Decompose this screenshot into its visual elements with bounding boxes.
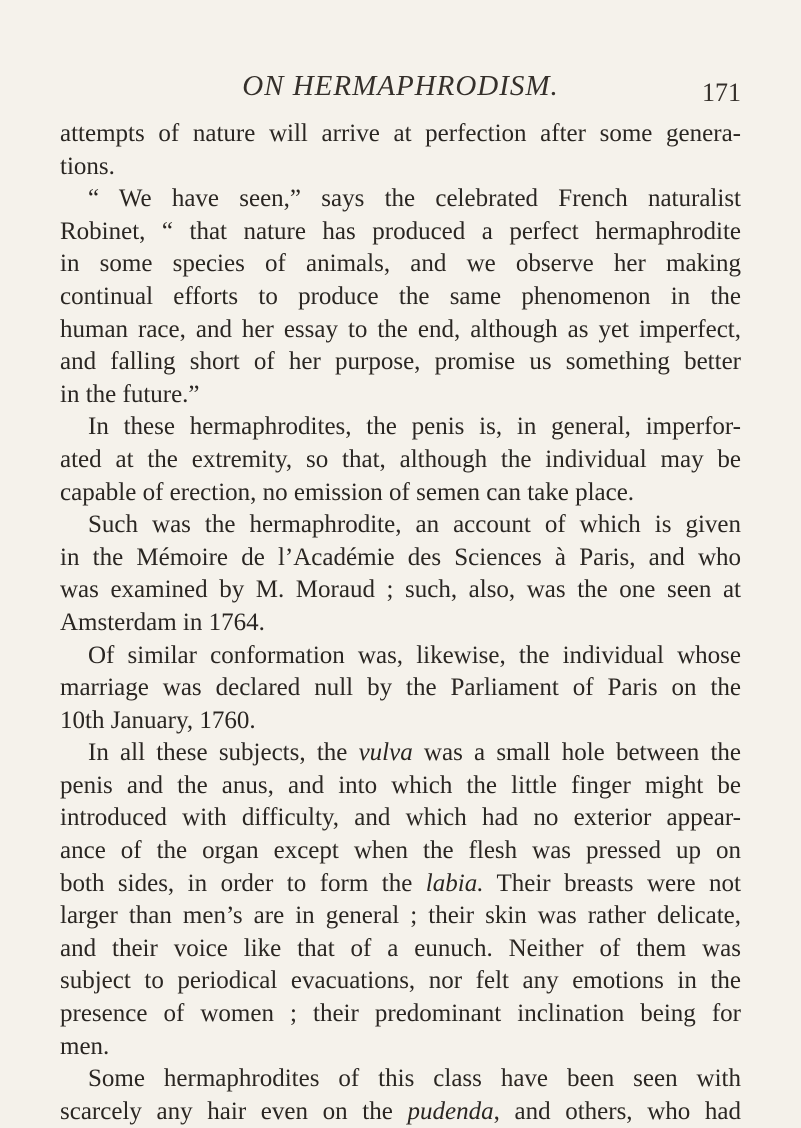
italic-term: pudenda [407,1097,494,1125]
text-line: Of similar conformation was, likewise, the individual whose [88,641,741,669]
text-line: Amsterdam in 1764. [60,608,265,636]
text-line: In these hermaphrodites, the penis is, in general, imperfor- [88,413,741,441]
running-title: ON HERMAPHRODISM. [242,70,559,102]
text-line: men. [60,1032,110,1060]
paragraph-6 [60,737,741,1063]
text-line: Some hermaphrodites of this class have been seen with [88,1065,741,1093]
text-line: marriage was declared null by the Parliament of Paris on the [60,674,741,702]
text-line: presence of women ; their predominant inclination being for [60,1000,741,1028]
text-line [60,737,741,770]
page-number: 171 [702,78,741,107]
paragraph-1 [60,118,741,183]
paragraph-2 [60,183,741,411]
text-line: in the Mémoire de l’Académie des Sciences à Paris, and who [60,543,741,571]
text-line [60,868,741,901]
text-line: and falling short of her purpose, promise us something better [60,348,741,376]
text-line: larger than men’s are in general ; their skin was rather delicate, [60,902,741,930]
italic-term: vulva [358,739,413,767]
text-segment: scarcely any hair even on the [60,1097,408,1125]
text-line: attempts of nature will arrive at perfection after some genera- [60,120,741,147]
text-line: was examined by M. Moraud ; such, also, was the one seen at [60,576,741,604]
text-line: subject to periodical evacuations, nor felt any emotions in the [60,967,741,995]
running-head [60,70,741,110]
text-line: and their voice like that of a eunuch. Neither of them was [60,934,741,962]
text-line: penis and the anus, and into which the little finger might be [60,771,741,799]
text-line: human race, and her essay to the end, although as yet imperfect, [60,315,741,343]
paragraph-3 [60,411,741,509]
paragraph-4 [60,509,741,639]
text-line: introduced with difficulty, and which had no exterior appear- [60,804,741,832]
text-line: tions. [60,152,115,180]
body-text [60,118,741,1128]
text-line: 10th January, 1760. [60,706,256,734]
text-segment: was a small hole between the [412,739,741,767]
text-line: ance of the organ except when the flesh was pressed up on [60,837,741,865]
paragraph-5 [60,640,741,738]
text-segment: both sides, in order to form the [60,869,426,897]
paragraph-7 [60,1063,741,1128]
text-line: “ We have seen,” says the celebrated French naturalist [88,185,741,213]
text-segment: In all these subjects, the [88,739,359,767]
text-line: in some species of animals, and we observe her making [60,250,741,278]
text-line: in the future.” [60,380,200,408]
text-segment: Their breasts were not [483,869,741,897]
text-line: ated at the extremity, so that, although the individual may be [60,445,741,473]
text-segment: , and others, who had [493,1097,742,1125]
text-line: capable of erection, no emission of semen can take place. [60,478,635,506]
text-line: continual efforts to produce the same phenomenon in the [60,282,741,310]
text-line [60,1096,741,1128]
italic-term: labia. [425,869,484,897]
text-line: Such was the hermaphrodite, an account of which is given [88,511,741,539]
text-line: Robinet, “ that nature has produced a perfect hermaphrodite [60,217,741,245]
